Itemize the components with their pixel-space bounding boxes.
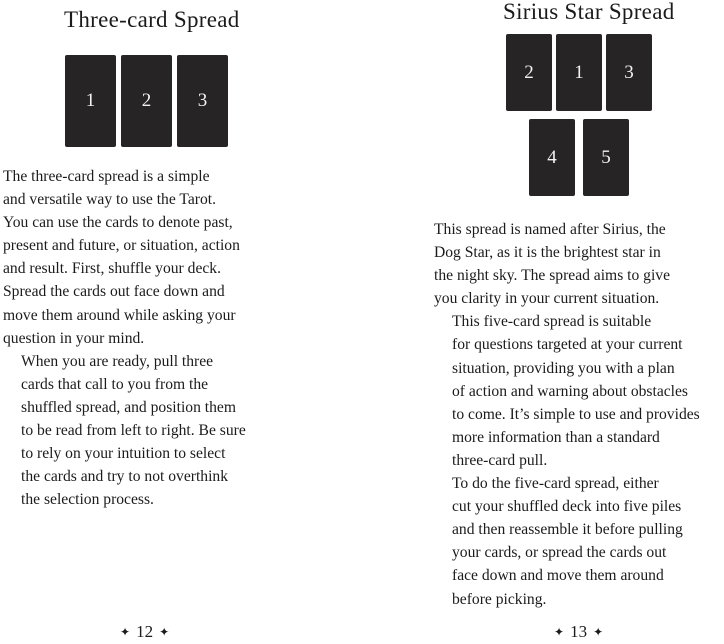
- card-3: [606, 34, 652, 111]
- text-line: To do the five-card spread, either: [452, 475, 659, 493]
- text-line: situation, providing you with a plan: [452, 359, 675, 377]
- sirius-star-spread-title: Sirius Star Spread: [503, 0, 675, 24]
- text-line: face down and move them around: [452, 567, 664, 585]
- text-line: cards that call to you from the: [21, 375, 209, 393]
- paragraph: [434, 218, 724, 310]
- card-number: 4: [547, 146, 557, 168]
- card-4: [529, 119, 575, 196]
- text-line: for questions targeted at your current: [452, 336, 683, 354]
- star-ornament-icon: ✦: [554, 624, 565, 639]
- card-5: [583, 119, 629, 196]
- card-number: 2: [141, 90, 152, 111]
- text-line: three-card pull.: [452, 451, 548, 469]
- paragraph: [434, 472, 724, 611]
- text-line: Dog Star, as it is the brightest star in: [434, 244, 661, 262]
- text-line: your cards, or spread the cards out: [452, 544, 667, 562]
- card-number: 1: [85, 90, 96, 111]
- text-line: to be read from left to right. Be sure: [21, 422, 246, 440]
- text-line: cut your shuffled deck into five piles: [452, 498, 682, 516]
- card-number: 2: [524, 61, 534, 83]
- card-2: [506, 34, 552, 111]
- card-number: 3: [197, 90, 208, 111]
- text-line: the selection process.: [21, 491, 154, 509]
- text-line: and result. First, shuffle your deck.: [3, 260, 221, 278]
- text-line: question in your mind.: [3, 329, 145, 347]
- sirius-body-text: [434, 218, 724, 611]
- card-3: [177, 55, 228, 147]
- card-number: 3: [624, 61, 634, 83]
- text-line: present and future, or situation, action: [3, 237, 240, 255]
- paragraph: [3, 350, 343, 512]
- three-card-spread-title: Three-card Spread: [64, 7, 240, 32]
- text-line: and versatile way to use the Tarot.: [3, 191, 216, 209]
- text-line: This spread is named after Sirius, the: [434, 221, 666, 238]
- card-1: [556, 34, 602, 111]
- card-number: 1: [574, 61, 584, 83]
- text-line: more information than a standard: [452, 428, 660, 446]
- text-line: of action and warning about obstacles: [452, 382, 689, 400]
- text-line: Spread the cards out face down and: [3, 283, 225, 301]
- text-line: move them around while asking your: [3, 306, 236, 324]
- page-number: [120, 622, 169, 642]
- text-line: the cards and try to not overthink: [21, 468, 228, 486]
- text-line: you clarity in your current situation.: [434, 290, 660, 308]
- star-ornament-icon: ✦: [159, 624, 170, 639]
- text-line: before picking.: [452, 590, 547, 608]
- right-page: [362, 0, 724, 644]
- text-line: shuffled spread, and position them: [21, 398, 236, 416]
- star-ornament-icon: ✦: [593, 624, 604, 639]
- card-2: [121, 55, 172, 147]
- text-line: When you are ready, pull three: [21, 352, 214, 370]
- star-ornament-icon: ✦: [120, 624, 131, 639]
- card-1: [65, 55, 116, 147]
- text-line: to come. It’s simple to use and provides: [452, 405, 700, 423]
- text-line: to rely on your intuition to select: [21, 445, 226, 463]
- paragraph: [434, 310, 724, 472]
- text-line: and then reassemble it before pulling: [452, 521, 683, 539]
- page-number: [554, 622, 603, 642]
- page-number-value: 12: [136, 622, 154, 641]
- text-line: You can use the cards to denote past,: [3, 214, 233, 232]
- paragraph: [3, 165, 343, 350]
- card-number: 5: [601, 146, 611, 168]
- text-line: the night sky. The spread aims to give: [434, 267, 671, 285]
- page-number-value: 13: [570, 622, 588, 641]
- text-line: This five-card spread is suitable: [452, 313, 652, 331]
- text-line: The three-card spread is a simple: [3, 168, 210, 185]
- three-card-body-text: [3, 165, 343, 511]
